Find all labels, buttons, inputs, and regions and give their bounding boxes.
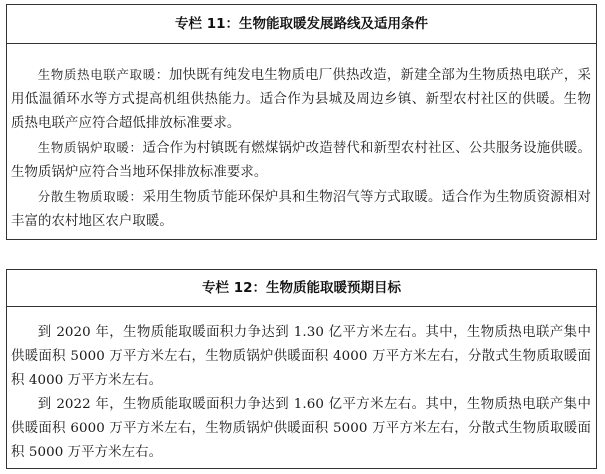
sidebar-box-12	[6, 269, 597, 469]
paragraph-chp-heating	[11, 63, 591, 136]
paragraph-target-2022: 到 2022 年，生物质能取暖面积力争达到 1.60 亿平方米左右。其中，生物质热电联产集中供暖面积 6000 万平方米左右，生物质锅炉供暖面积 5000 万平方米左右，分散式生物质取暖面积 5000 万平方米左右。	[11, 397, 591, 460]
text-boiler-heating: 适合作为村镇既有燃煤锅炉改造替代和新型农村社区、公共服务设施供暖。生物质锅炉应符合当地环保排放标准要求。	[11, 141, 591, 180]
paragraph-boiler-heating	[11, 136, 591, 185]
box-12-title: 专栏 12：生物质能取暖预期目标	[7, 270, 596, 307]
sidebar-box-11	[6, 4, 597, 240]
paragraph-distributed-heating	[11, 185, 591, 234]
box-12-body	[7, 307, 596, 465]
text-distributed-heating: 采用生物质节能环保炉具和生物沼气等方式取暖。适合作为生物质资源相对丰富的农村地区农户取暖。	[11, 190, 591, 229]
paragraph-target-2020: 到 2020 年，生物质能取暖面积力争达到 1.30 亿平方米左右。其中，生物质热电联产集中供暖面积 5000 万平方米左右，生物质锅炉供暖面积 4000 万平方米左右，分散式生物质取暖面积 4000 万平方米左右。	[11, 325, 591, 388]
term-boiler-heating: 生物质锅炉取暖：	[37, 140, 143, 155]
box-11-title: 专栏 11：生物能取暖发展路线及适用条件	[7, 5, 596, 44]
term-chp-heating: 生物质热电联产取暖：	[37, 67, 169, 82]
term-distributed-heating: 分散生物质取暖：	[37, 189, 143, 204]
box-11-body	[7, 44, 596, 234]
text-chp-heating: 加快既有纯发电生物质电厂供热改造，新建全部为生物质热电联产，采用低温循环水等方式提高机组供热能力。适合作为县城及周边乡镇、新型农村社区的供暖。生物质热电联产应符合超低排放标准要求。	[11, 68, 591, 131]
